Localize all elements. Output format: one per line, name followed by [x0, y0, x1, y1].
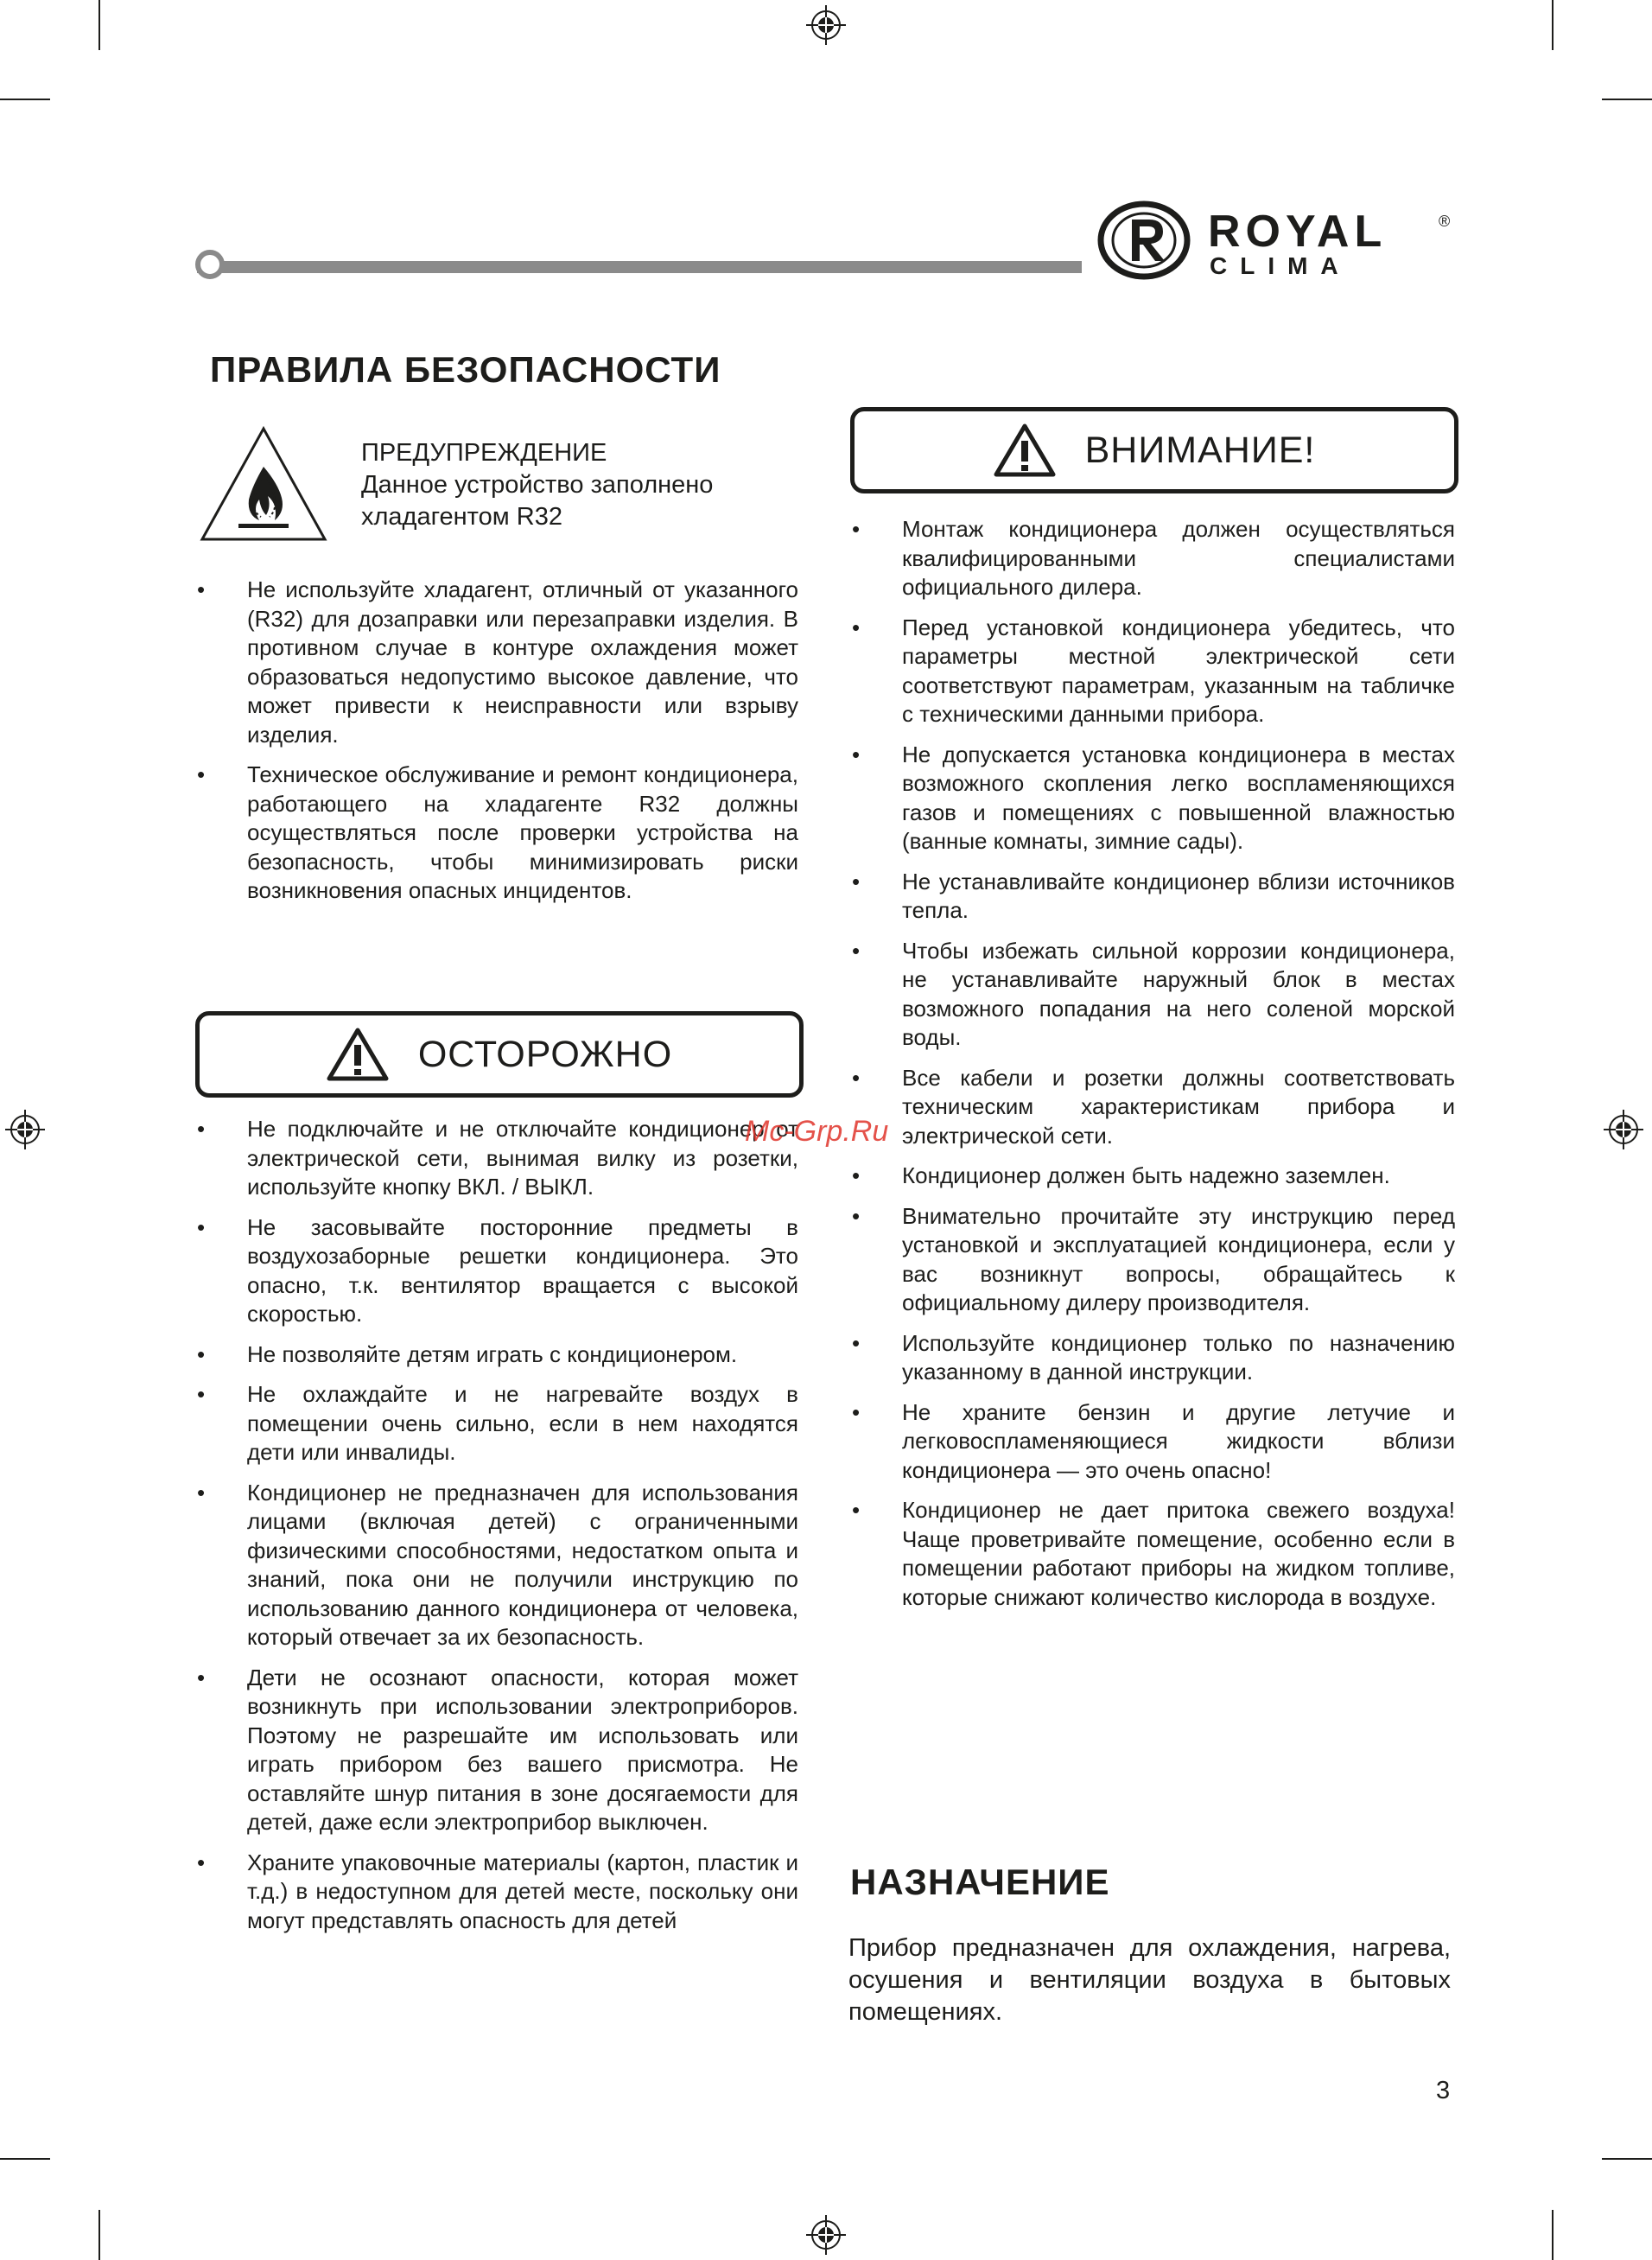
- warning-triangle-icon: [994, 423, 1056, 477]
- purpose-heading: НАЗНАЧЕНИЕ: [850, 1862, 1110, 1902]
- bullet: •: [197, 1479, 206, 1506]
- bullet: •: [852, 516, 861, 542]
- purpose-text: Прибор предназначен для охлаждения, нагрева, осушения и вентиляции воздуха в бытовых помещениях.: [848, 1934, 1451, 2026]
- header-rule-dot: [195, 250, 225, 279]
- list-item: • Не позволяйте детям играть с кондиционером.: [195, 1340, 798, 1370]
- bullet: •: [197, 1116, 206, 1142]
- caution-list: [195, 1115, 798, 1946]
- bullet: •: [197, 576, 206, 602]
- brand-clima: CLIMA: [1210, 252, 1351, 279]
- list-item: • Кондиционер не предназначен для использования лицами (включая детей) с ограниченными физическими способностями, недостатком опыта и знаний, пока они не получили инструкцию по использованию данного кондиционера от человека, который отвечает за их безопасность.: [197, 1479, 798, 1650]
- bullet: •: [852, 1064, 861, 1091]
- list-item: • Монтаж кондиционера должен осуществляться квалифицированными специалистами официального дилера.: [852, 516, 1455, 600]
- bullet: •: [852, 1497, 861, 1523]
- bullet: •: [197, 1381, 206, 1407]
- safety-list: [195, 576, 798, 917]
- royal-clima-logo-icon: [1097, 201, 1191, 280]
- bullet: •: [852, 1329, 861, 1356]
- crop-mark: [0, 2158, 50, 2160]
- registration-mark-icon: [806, 5, 846, 45]
- watermark: Mc-Grp.Ru: [745, 1115, 889, 1148]
- flammable-warning-icon: [199, 425, 328, 543]
- attention-box: [850, 407, 1458, 493]
- caution-label: ОСТОРОЖНО: [417, 1033, 673, 1075]
- list-item: • Внимательно прочитайте эту инструкцию перед установкой и эксплуатацией кондиционера, если у вас возникнут вопросы, обращайтесь к официальному дилеру производителя.: [852, 1202, 1455, 1315]
- list-item: • Дети не осознают опасности, которая может возникнуть при использовании электроприборов. Поэтому не разрешайте им использовать или играть прибором без вашего присмотра. Не оставляйте шнур питания в зоне досягаемости для детей, даже если электроприбор выключен.: [197, 1664, 798, 1835]
- list-item: • Все кабели и розетки должны соответствовать техническим характеристикам прибора и электрической сети.: [852, 1064, 1455, 1149]
- list-item: • Чтобы избежать сильной коррозии кондиционера, не устанавливайте наружный блок в местах возможного попадания на него соленой морской воды.: [852, 937, 1455, 1050]
- bullet: •: [852, 1202, 861, 1229]
- caution-box: [195, 1011, 804, 1098]
- list-item: • Не устанавливайте кондиционер вблизи источников тепла.: [852, 868, 1455, 923]
- warning-triangle-icon: [327, 1028, 389, 1081]
- bullet: •: [197, 761, 206, 787]
- bullet: •: [852, 614, 861, 640]
- list-item: • Техническое обслуживание и ремонт кондиционера, работающего на хладагенте R32 должны осуществляться после проверки устройства на безопасность, чтобы минимизировать риски возникновения опасных инцидентов.: [197, 761, 798, 903]
- bullet: •: [852, 741, 861, 767]
- list-item: • Используйте кондиционер только по назначению указанному в данной инструкции.: [852, 1329, 1455, 1385]
- attention-label: ВНИМАНИЕ!: [1084, 429, 1316, 471]
- crop-mark: [1552, 0, 1554, 50]
- crop-mark: [1602, 99, 1652, 100]
- list-item: • Не охлаждайте и не нагревайте воздух в помещении очень сильно, если в нем находятся дети или инвалиды.: [197, 1381, 798, 1465]
- refrigerant-warning-title: ПРЕДУПРЕЖДЕНИЕ: [361, 439, 607, 467]
- crop-mark: [0, 99, 50, 100]
- list-item: • Не засовывайте посторонние предметы в воздухозаборные решетки кондиционера. Это опасно, т.к. вентилятор вращается с высокой скоростью.: [197, 1213, 798, 1327]
- crop-mark: [98, 2210, 100, 2260]
- crop-mark: [1602, 2158, 1652, 2160]
- brand-registered: ®: [1439, 213, 1451, 230]
- list-item: • Храните упаковочные материалы (картон, пластик и т.д.) в недоступном для детей месте, поскольку они могут представлять опасность для детей: [197, 1849, 798, 1933]
- bullet: •: [852, 1398, 861, 1425]
- list-item: • Не используйте хладагент, отличный от указанного (R32) для дозаправки или перезаправки изделия. В противном случае в контуре охлаждения может образоваться недопустимо высокое давление, что может привести к неисправности или взрыву изделия.: [197, 576, 798, 748]
- attention-list: [850, 515, 1455, 1623]
- bullet: •: [852, 937, 861, 964]
- bullet: •: [852, 1162, 861, 1188]
- refrigerant-warning-line: хладагентом R32: [361, 503, 562, 531]
- safety-heading: ПРАВИЛА БЕЗОПАСНОСТИ: [210, 349, 721, 390]
- header-rule: [197, 261, 1082, 273]
- list-item: • Не допускается установка кондиционера в местах возможного скопления легко воспламеняющихся газов и помещениях с повышенной влажностью (ванные комнаты, зимние сады).: [852, 741, 1455, 854]
- list-item: • Не храните бензин и другие летучие и легковоспламеняющиеся жидкости вблизи кондиционера — это очень опасно!: [852, 1398, 1455, 1483]
- refrigerant-warning: [361, 437, 713, 533]
- list-item: • Перед установкой кондиционера убедитесь, что параметры местной электрической сети соответствуют параметрам, указанным на табличке с техническими данными прибора.: [852, 614, 1455, 727]
- bullet: •: [197, 1849, 206, 1875]
- bullet: •: [197, 1664, 206, 1690]
- bullet: •: [197, 1340, 206, 1367]
- registration-mark-icon: [5, 1110, 45, 1149]
- brand-royal: ROYAL: [1208, 207, 1388, 257]
- bullet: •: [197, 1213, 206, 1240]
- bullet: •: [852, 868, 861, 894]
- list-item: • Не подключайте и не отключайте кондиционер от электрической сети, вынимая вилку из розетки, используйте кнопку ВКЛ. / ВЫКЛ.: [197, 1116, 798, 1200]
- registration-mark-icon: [806, 2215, 846, 2255]
- crop-mark: [98, 0, 100, 50]
- refrigerant-warning-line: Данное устройство заполнено: [361, 471, 714, 499]
- list-item: • Кондиционер не дает притока свежего воздуха! Чаще проветривайте помещение, особенно если в помещении работают приборы на жидком топливе, которые снижают количество кислорода в воздухе.: [852, 1497, 1455, 1610]
- list-item: • Кондиционер должен быть надежно заземлен.: [850, 1162, 1455, 1191]
- crop-mark: [1552, 2210, 1554, 2260]
- page-number: 3: [1436, 2077, 1451, 2104]
- registration-mark-icon: [1604, 1110, 1643, 1149]
